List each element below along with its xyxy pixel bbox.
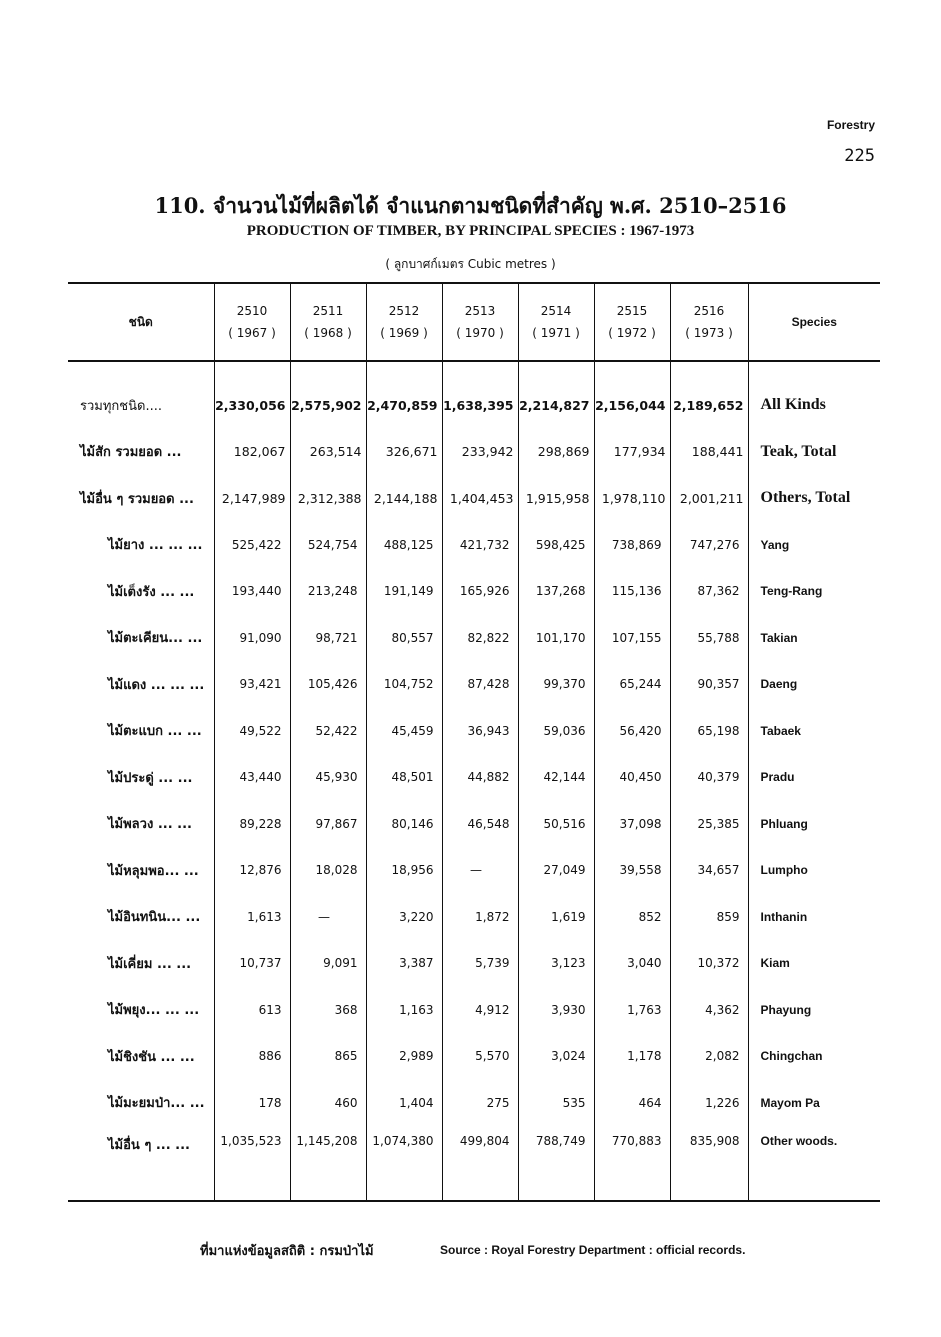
value-cell: 40,379 (670, 754, 748, 801)
value-cell: 1,915,958 (518, 475, 594, 522)
value-cell: 2,189,652 (670, 382, 748, 429)
species-name-thai: ไม้อื่น ๆ ... ... (68, 1126, 214, 1201)
species-name-english: Others, Total (748, 475, 880, 522)
value-cell: 18,956 (366, 847, 442, 894)
value-cell: 1,404,453 (442, 475, 518, 522)
value-cell: 165,926 (442, 568, 518, 615)
value-cell: 12,876 (214, 847, 290, 894)
page-number: 225 (844, 146, 875, 166)
value-cell: 2,312,388 (290, 475, 366, 522)
value-cell: 1,404 (366, 1080, 442, 1127)
value-cell: 50,516 (518, 801, 594, 848)
value-cell: 9,091 (290, 940, 366, 987)
species-name-thai: ไม้มะยมป่า... ... (108, 1096, 205, 1112)
species-name-english: Daeng (748, 661, 880, 708)
value-cell: 89,228 (214, 801, 290, 848)
value-cell: 101,170 (518, 615, 594, 662)
value-cell: 10,372 (670, 940, 748, 987)
species-name-thai: ไม้อื่น ๆ รวมยอด ... (80, 491, 194, 507)
year-header: 2514 ( 1971 ) (518, 283, 594, 361)
value-cell: 3,024 (518, 1033, 594, 1080)
table-row (68, 382, 880, 429)
value-cell: 368 (290, 987, 366, 1034)
value-cell: 48,501 (366, 754, 442, 801)
value-cell: 275 (442, 1080, 518, 1127)
value-cell: 4,362 (670, 987, 748, 1034)
value-cell: — (290, 894, 366, 941)
column-header-thai: ชนิด (68, 283, 214, 361)
page-header (827, 118, 875, 166)
species-name-thai: ไม้ตะแบก ... ... (108, 724, 202, 740)
value-cell: 2,001,211 (670, 475, 748, 522)
value-cell: 464 (594, 1080, 670, 1127)
value-cell: 788,749 (518, 1126, 594, 1201)
species-name-thai: ไม้ตะเคียน... ... (108, 631, 203, 647)
timber-production-table (68, 282, 880, 1202)
value-cell: 1,613 (214, 894, 290, 941)
value-cell: 2,214,827 (518, 382, 594, 429)
value-cell: 1,035,523 (214, 1126, 290, 1201)
value-cell: 613 (214, 987, 290, 1034)
table-row (68, 801, 880, 848)
value-cell: 421,732 (442, 522, 518, 569)
value-cell: 49,522 (214, 708, 290, 755)
value-cell: 2,156,044 (594, 382, 670, 429)
value-cell: 42,144 (518, 754, 594, 801)
table-row (68, 522, 880, 569)
value-cell: 91,090 (214, 615, 290, 662)
value-cell: 104,752 (366, 661, 442, 708)
species-name-english: All Kinds (748, 382, 880, 429)
source-thai: ที่มาแห่งข้อมูลสถิติ : กรมป่าไม้ (200, 1244, 374, 1259)
value-cell: 298,869 (518, 429, 594, 476)
value-cell: 137,268 (518, 568, 594, 615)
value-cell: 105,426 (290, 661, 366, 708)
value-cell: 2,470,859 (366, 382, 442, 429)
value-cell: 107,155 (594, 615, 670, 662)
value-cell: 87,428 (442, 661, 518, 708)
value-cell: 56,420 (594, 708, 670, 755)
species-name-thai: ไม้ชิงชัน ... ... (108, 1049, 195, 1065)
value-cell: 525,422 (214, 522, 290, 569)
species-name-english: Lumpho (748, 847, 880, 894)
year-header: 2511 ( 1968 ) (290, 283, 366, 361)
value-cell: 326,671 (366, 429, 442, 476)
column-header-english: Species (748, 283, 880, 361)
value-cell: 178 (214, 1080, 290, 1127)
value-cell: 1,226 (670, 1080, 748, 1127)
value-cell: 1,638,395 (442, 382, 518, 429)
species-name-thai: ไม้เคี่ยม ... ... (108, 956, 192, 972)
table-row (68, 708, 880, 755)
species-name-english: Teak, Total (748, 429, 880, 476)
value-cell: 5,570 (442, 1033, 518, 1080)
value-cell: 738,869 (594, 522, 670, 569)
value-cell: 97,867 (290, 801, 366, 848)
value-cell: 770,883 (594, 1126, 670, 1201)
value-cell: 1,619 (518, 894, 594, 941)
value-cell: 852 (594, 894, 670, 941)
unit-label: ( ลูกบาศก์เมตร Cubic metres ) (385, 257, 556, 271)
value-cell: 1,074,380 (366, 1126, 442, 1201)
value-cell: 3,220 (366, 894, 442, 941)
species-name-english: Chingchan (748, 1033, 880, 1080)
value-cell: 99,370 (518, 661, 594, 708)
table-title-thai: 110. จำนวนไม้ที่ผลิตได้ จำแนกตามชนิดที่สำคัญ พ.ศ. 2510–2516 (154, 193, 787, 218)
value-cell: 233,942 (442, 429, 518, 476)
table-row (68, 987, 880, 1034)
species-name-english: Phayung (748, 987, 880, 1034)
value-cell: 18,028 (290, 847, 366, 894)
value-cell: 182,067 (214, 429, 290, 476)
table-row (68, 940, 880, 987)
value-cell: 1,145,208 (290, 1126, 366, 1201)
table-row (68, 894, 880, 941)
value-cell: 835,908 (670, 1126, 748, 1201)
value-cell: 2,144,188 (366, 475, 442, 522)
year-header: 2516 ( 1973 ) (670, 283, 748, 361)
value-cell: 1,872 (442, 894, 518, 941)
value-cell: 98,721 (290, 615, 366, 662)
section-label: Forestry (826, 118, 875, 132)
value-cell: 39,558 (594, 847, 670, 894)
year-header: 2512 ( 1969 ) (366, 283, 442, 361)
value-cell: 90,357 (670, 661, 748, 708)
species-name-english: Kiam (748, 940, 880, 987)
value-cell: 2,147,989 (214, 475, 290, 522)
value-cell: 4,912 (442, 987, 518, 1034)
value-cell: 188,441 (670, 429, 748, 476)
species-name-english: Teng-Rang (748, 568, 880, 615)
value-cell: 598,425 (518, 522, 594, 569)
species-name-thai: ไม้แดง ... ... ... (108, 677, 205, 693)
value-cell: 25,385 (670, 801, 748, 848)
species-name-thai: ไม้อินทนิน... ... (108, 910, 201, 926)
value-cell: 535 (518, 1080, 594, 1127)
value-cell: 3,930 (518, 987, 594, 1034)
value-cell: 1,178 (594, 1033, 670, 1080)
species-name-english: Pradu (748, 754, 880, 801)
value-cell: 80,557 (366, 615, 442, 662)
value-cell: 65,244 (594, 661, 670, 708)
species-name-english: Phluang (748, 801, 880, 848)
table-row (68, 1080, 880, 1127)
source-english: Source : Royal Forestry Department : official records. (440, 1243, 746, 1257)
year-header: 2515 ( 1972 ) (594, 283, 670, 361)
species-name-thai: ไม้ยาง ... ... ... (108, 538, 203, 554)
header-row (68, 283, 880, 361)
value-cell: — (442, 847, 518, 894)
species-name-thai: ไม้หลุมพอ... ... (108, 863, 199, 879)
value-cell: 263,514 (290, 429, 366, 476)
species-name-thai: ไม้พลวง ... ... (108, 817, 192, 833)
value-cell: 499,804 (442, 1126, 518, 1201)
value-cell: 213,248 (290, 568, 366, 615)
value-cell: 886 (214, 1033, 290, 1080)
value-cell: 52,422 (290, 708, 366, 755)
spacer-row (68, 361, 880, 382)
value-cell: 3,123 (518, 940, 594, 987)
value-cell: 37,098 (594, 801, 670, 848)
value-cell: 43,440 (214, 754, 290, 801)
value-cell: 865 (290, 1033, 366, 1080)
value-cell: 488,125 (366, 522, 442, 569)
value-cell: 44,882 (442, 754, 518, 801)
value-cell: 859 (670, 894, 748, 941)
species-name-thai: ไม้เต็งรัง ... ... (108, 584, 195, 600)
table-row (68, 847, 880, 894)
species-name-thai: ไม้พยุง... ... ... (108, 1003, 200, 1019)
value-cell: 82,822 (442, 615, 518, 662)
species-name-english: Takian (748, 615, 880, 662)
value-cell: 3,040 (594, 940, 670, 987)
value-cell: 10,737 (214, 940, 290, 987)
value-cell: 2,082 (670, 1033, 748, 1080)
table-row (68, 475, 880, 522)
species-name-english: Inthanin (748, 894, 880, 941)
species-name-english: Mayom Pa (748, 1080, 880, 1127)
value-cell: 1,163 (366, 987, 442, 1034)
value-cell: 2,330,056 (214, 382, 290, 429)
value-cell: 2,989 (366, 1033, 442, 1080)
table-row (68, 1033, 880, 1080)
species-name-thai: รวมทุกชนิด.... (80, 398, 162, 414)
value-cell: 115,136 (594, 568, 670, 615)
value-cell: 460 (290, 1080, 366, 1127)
value-cell: 747,276 (670, 522, 748, 569)
year-header: 2510 ( 1967 ) (214, 283, 290, 361)
species-name-english: Other woods. (748, 1126, 880, 1201)
value-cell: 3,387 (366, 940, 442, 987)
value-cell: 5,739 (442, 940, 518, 987)
value-cell: 1,763 (594, 987, 670, 1034)
value-cell: 40,450 (594, 754, 670, 801)
value-cell: 46,548 (442, 801, 518, 848)
species-name-english: Tabaek (748, 708, 880, 755)
table-row (68, 754, 880, 801)
value-cell: 2,575,902 (290, 382, 366, 429)
species-name-thai: ไม้ประดู่ ... ... (108, 770, 193, 786)
value-cell: 177,934 (594, 429, 670, 476)
year-header: 2513 ( 1970 ) (442, 283, 518, 361)
value-cell: 87,362 (670, 568, 748, 615)
value-cell: 55,788 (670, 615, 748, 662)
value-cell: 65,198 (670, 708, 748, 755)
value-cell: 45,459 (366, 708, 442, 755)
value-cell: 191,149 (366, 568, 442, 615)
value-cell: 34,657 (670, 847, 748, 894)
value-cell: 524,754 (290, 522, 366, 569)
table-row (68, 568, 880, 615)
value-cell: 80,146 (366, 801, 442, 848)
table-title-english: PRODUCTION OF TIMBER, BY PRINCIPAL SPECIES : 1967-1973 (246, 223, 695, 239)
value-cell: 36,943 (442, 708, 518, 755)
value-cell: 45,930 (290, 754, 366, 801)
value-cell: 193,440 (214, 568, 290, 615)
value-cell: 59,036 (518, 708, 594, 755)
value-cell: 1,978,110 (594, 475, 670, 522)
species-name-english: Yang (748, 522, 880, 569)
value-cell: 93,421 (214, 661, 290, 708)
table-row (68, 661, 880, 708)
species-name-thai: ไม้สัก รวมยอด ... (80, 445, 182, 461)
table-row (68, 429, 880, 476)
table-row (68, 1126, 880, 1201)
value-cell: 27,049 (518, 847, 594, 894)
table-row (68, 615, 880, 662)
